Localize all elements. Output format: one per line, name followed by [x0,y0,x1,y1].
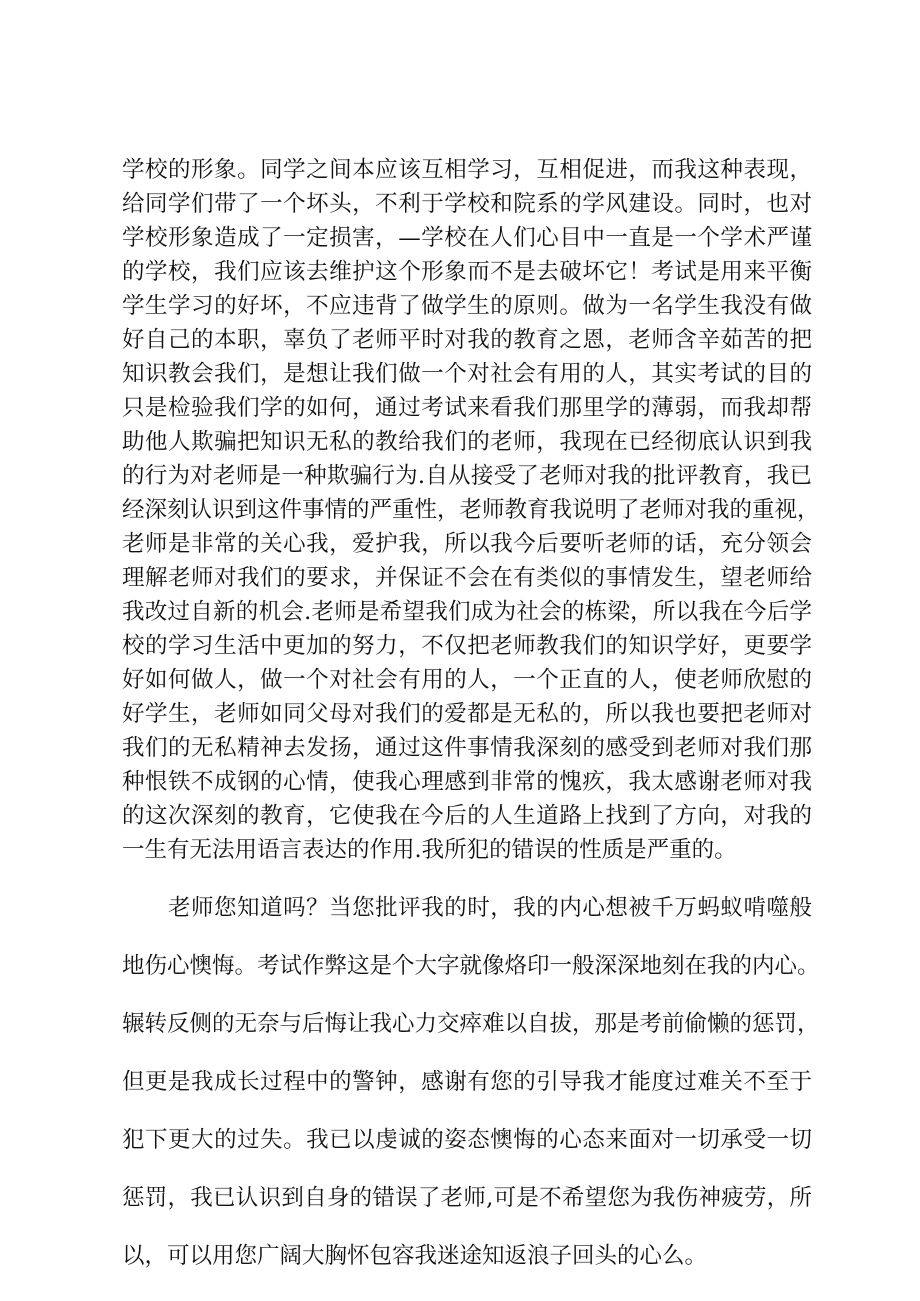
text-line: 助他人欺骗把知识无私的教给我们的老师，我现在已经彻底认识到我 [122,429,812,455]
text-line: 给同学们带了一个坏头，不利于学校和院系的学风建设。同时，也对 [122,191,812,217]
text-line: 惩罚，我已认识到自身的错误了老师,可是不希望您为我伤神疲劳，所 [122,1185,812,1211]
text-line: 好如何做人，做一个对社会有用的人，一个正直的人，使老师欣慰的 [122,667,812,693]
text-line: 辗转反侧的无奈与后悔让我心力交瘁难以自拔，那是考前偷懒的惩罚， [122,1011,820,1037]
text-line: 知识教会我们，是想让我们做一个对社会有用的人，其实考试的目的 [122,361,812,387]
text-line: 老师您知道吗？当您批评我的时，我的内心想被千万蚂蚁啃噬般 [168,895,812,921]
text-line: 老师是非常的关心我，爱护我，所以我今后要听老师的话，充分领会 [122,531,812,557]
text-line: 学校形象造成了一定损害，—学校在人们心目中一直是一个学术严谨 [122,225,812,251]
text-line: 地伤心懊悔。考试作弊这是个大字就像烙印一般深深地刻在我的内心。 [122,953,820,979]
text-line: 经深刻认识到这件事情的严重性，老师教育我说明了老师对我的重视， [122,497,820,523]
text-line: 以，可以用您广阔大胸怀包容我迷途知返浪子回头的心么。 [122,1243,708,1269]
text-line: 学生学习的好坏，不应违背了做学生的原则。做为一名学生我没有做 [122,293,812,319]
text-line: 的行为对老师是一种欺骗行为.自从接受了老师对我的批评教育，我已 [122,463,812,489]
text-line: 校的学习生活中更加的努力，不仅把老师教我们的知识学好，更要学 [122,633,812,659]
text-line: 犯下更大的过失。我已以虔诚的姿态懊悔的心态来面对一切承受一切 [122,1127,812,1153]
text-line: 一生有无法用语言表达的作用.我所犯的错误的性质是严重的。 [122,837,737,863]
text-line: 的学校，我们应该去维护这个形象而不是去破坏它！考试是用来平衡 [122,259,812,285]
text-line: 但更是我成长过程中的警钟，感谢有您的引导我才能度过难关不至于 [122,1069,812,1095]
text-line: 只是检验我们学的如何，通过考试来看我们那里学的薄弱，而我却帮 [122,395,812,421]
text-line: 种恨铁不成钢的心情，使我心理感到非常的愧疚，我太感谢老师对我 [122,769,812,795]
text-line: 我们的无私精神去发扬，通过这件事情我深刻的感受到老师对我们那 [122,735,812,761]
text-line: 理解老师对我们的要求，并保证不会在有类似的事情发生，望老师给 [122,565,812,591]
text-line: 学校的形象。同学之间本应该互相学习，互相促进，而我这种表现， [122,157,812,183]
text-line: 好学生，老师如同父母对我们的爱都是无私的，所以我也要把老师对 [122,701,812,727]
text-line: 的这次深刻的教育，它使我在今后的人生道路上找到了方向，对我的 [122,803,812,829]
text-line: 我改过自新的机会.老师是希望我们成为社会的栋梁，所以我在今后学 [122,599,812,625]
text-line: 好自己的本职，辜负了老师平时对我的教育之恩，老师含辛茹苦的把 [122,327,812,353]
